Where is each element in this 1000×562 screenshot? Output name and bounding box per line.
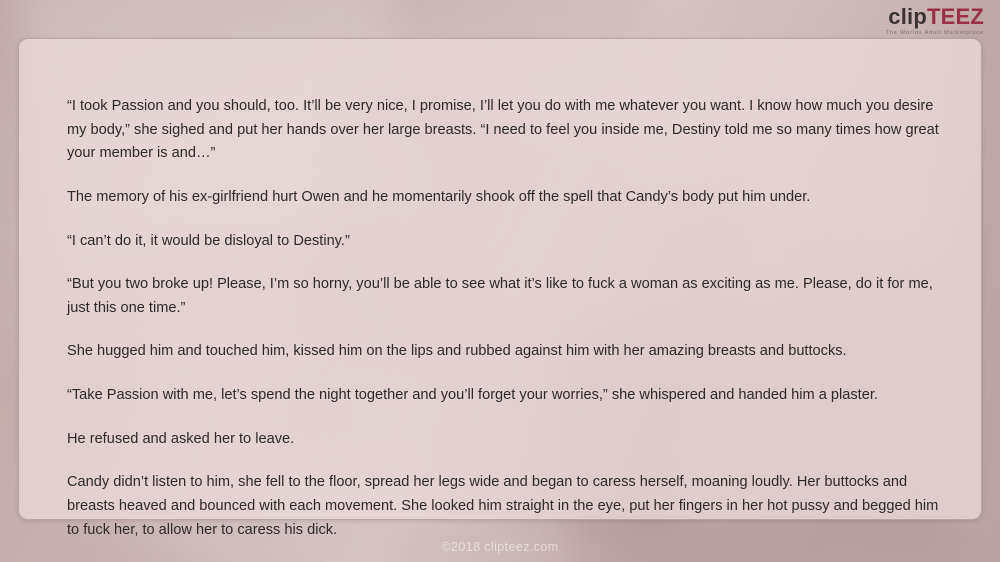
story-card xyxy=(18,38,982,538)
brand-logo[interactable] xyxy=(886,6,984,37)
story-paragraph: The memory of his ex-girlfriend hurt Owen and he momentarily shook off the spell that Candy’s body put him under. xyxy=(67,188,811,205)
story-paragraph: He refused and asked her to leave. xyxy=(67,430,295,447)
brand-logo-name-accent: TEEZ xyxy=(926,4,984,29)
story-paragraph: Candy didn’t listen to him, she fell to the floor, spread her legs wide and began to caress herself, moaning loudly. Her buttocks and breasts heaved and bounced with each movement. She looked him straight in the eye, put her fingers in her hot pussy and begged him to fuck her, to allow her to caress his dick. xyxy=(67,474,939,538)
story-paragraph: “I took Passion and you should, too. It’ll be very nice, I promise, I’ll let you do with me whatever you want. I know how much you desire my body,” she sighed and put her hands over her large breasts. “I need to feel you inside me, Destiny told me so many times how great your member is and…” xyxy=(67,98,939,162)
brand-logo-name-light: clip xyxy=(888,4,927,29)
story-paragraph: “I can’t do it, it would be disloyal to Destiny.” xyxy=(67,232,350,249)
brand-tagline: The Worlds Adult Marketplace xyxy=(885,30,984,36)
story-paragraph: She hugged him and touched him, kissed him on the lips and rubbed against him with her amazing breasts and buttocks. xyxy=(67,343,847,360)
story-paragraph: “But you two broke up! Please, I’m so horny, you’ll be able to see what it’s like to fuck a woman as exciting as me. Please, do it for me, just this one time.” xyxy=(67,276,933,316)
story-paragraph: “Take Passion with me, let’s spend the night together and you’ll forget your worries,” she whispered and handed him a plaster. xyxy=(67,387,878,404)
brand-logo-name xyxy=(886,6,984,28)
footer-copyright: ©2018 clipteez.com xyxy=(441,540,559,554)
story-text xyxy=(67,95,939,542)
